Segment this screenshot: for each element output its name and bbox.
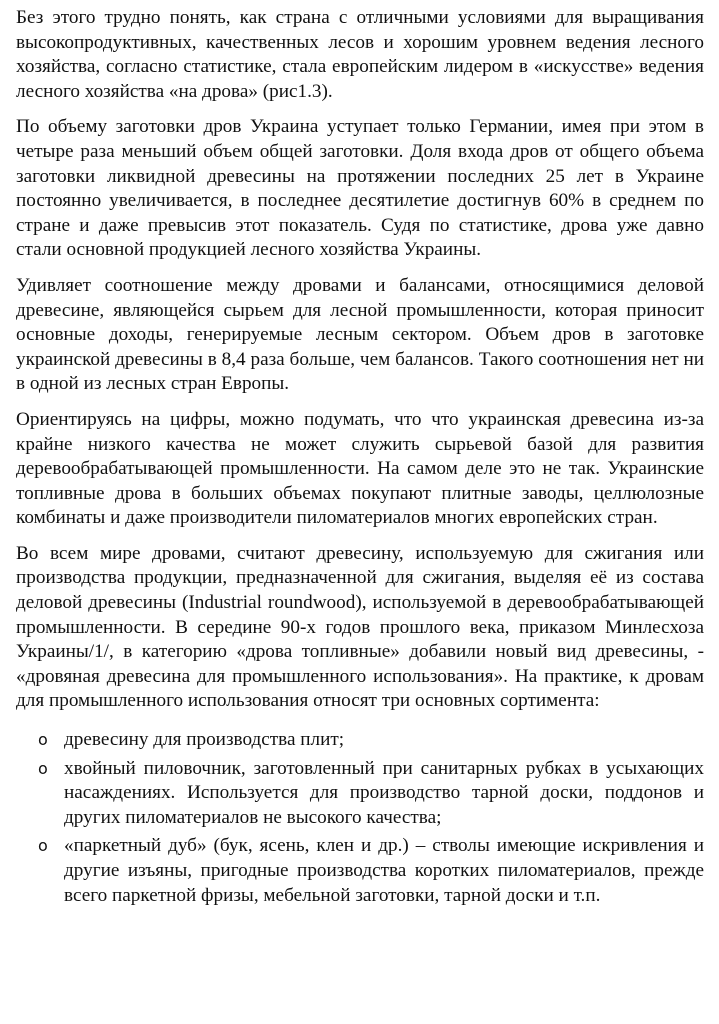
paragraph-5: Во всем мире дровами, считают древесину, используемую для сжигания или производства продукции, предназначенной для сжигания, выделяя её из состава деловой древесины (Industrial roundwood), используемой в деревообрабатывающей промышленности. В середине 90-х годов прошлого века, приказом Минлесхоза Украины/1/, в категорию «дрова топливные» добавили новый вид древесины, - «дровяная древесина для промышленного использования». На практике, к дровам для промышленного использования относят три основных сортимента: [16, 542, 704, 712]
list-item-text: «паркетный дуб» (бук, ясень, клен и др.) – стволы имеющие искривления и другие изъяны, пригодные производства коротких пиломатериалов, прежде всего паркетной фризы, мебельной заготовки, тарной доски и т.п. [64, 835, 704, 906]
list-item [16, 728, 704, 753]
paragraph-1: Без этого трудно понять, как страна с отличными условиями для выращивания высокопродуктивных, качественных лесов и хорошим уровнем ведения лесного хозяйства, согласно статистике, стала европейским лидером в «искусстве» ведения лесного хозяйства «на дрова» (рис1.3). [16, 7, 704, 102]
paragraph-4: Ориентируясь на цифры, можно подумать, что что украинская древесина из-за крайне низкого качества не может служить сырьевой базой для развития деревообрабатывающей промышленности. На самом деле это не так. Украинские топливные дрова в больших объемах покупают плитные заводы, целлюлозные комбинаты и даже производители пиломатериалов многих европейских стран. [16, 408, 704, 529]
bullet-circle-icon: o [38, 836, 48, 856]
paragraph-2: По объему заготовки дров Украина уступает только Германии, имея при этом в четыре раза меньший объем общей заготовки. Доля входа дров от общего объема заготовки ликвидной древесины на протяжении последних 25 лет в Украине постоянно увеличивается, в последнее десятилетие достигнув 60% в среднем по стране и даже превысив этот показатель. Судя по статистике, дрова уже давно стали основной продукцией лесного хозяйства Украины. [16, 116, 704, 261]
document-page [16, 6, 704, 912]
bullet-circle-icon: o [38, 758, 48, 778]
bullet-list [16, 728, 704, 908]
bullet-circle-icon: o [38, 730, 48, 750]
list-item [16, 834, 704, 908]
paragraph-3: Удивляет соотношение между дровами и балансами, относящимися деловой древесине, являющейся сырьем для лесной промышленности, которая приносит основные доходы, генерируемые лесным сектором. Объем дров в заготовке украинской древесины в 8,4 раза больше, чем балансов. Такого соотношения нет ни в одной из лесных стран Европы. [16, 274, 704, 395]
list-item-text: древесину для производства плит; [64, 729, 345, 751]
list-item-text: хвойный пиловочник, заготовленный при санитарных рубках в усыхающих насаждениях. Используется для производство тарной доски, поддонов и других пиломатериалов не высокого качества; [64, 757, 704, 828]
list-item [16, 757, 704, 831]
